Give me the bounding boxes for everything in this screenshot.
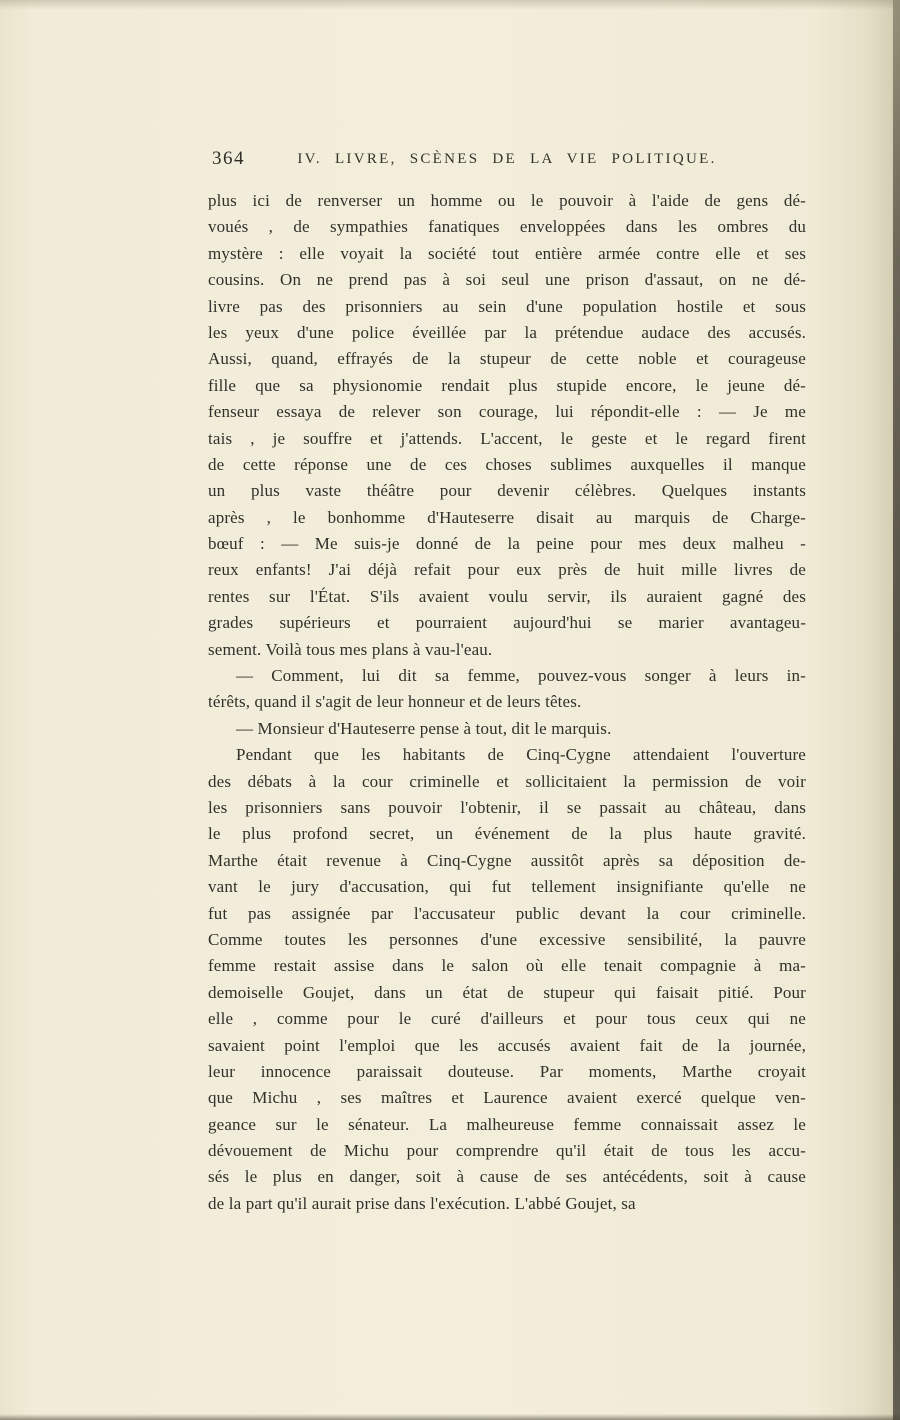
text-line: cousins. On ne prend pas à soi seul une prison d'assaut, on ne dé-	[208, 270, 806, 290]
paragraph	[208, 188, 806, 663]
text-line: que Michu , ses maîtres et Laurence avaient exercé quelque ven-	[208, 1088, 806, 1108]
paragraph	[208, 716, 806, 742]
text-line: Marthe était revenue à Cinq-Cygne aussitôt après sa déposition de-	[208, 850, 806, 870]
text-line: fenseur essaya de relever son courage, lui répondit-elle : — Je me	[208, 402, 806, 422]
scan-bottom-edge-shadow	[0, 1414, 900, 1420]
running-title: IV. LIVRE, SCÈNES DE LA VIE POLITIQUE.	[297, 151, 717, 167]
text-line: de cette réponse une de ces choses sublimes auxquelles il manque	[208, 454, 806, 474]
text-line: térêts, quand il s'agit de leur honneur et de leurs têtes.	[208, 692, 582, 712]
text-line: geance sur le sénateur. La malheureuse femme connaissait assez le	[208, 1114, 806, 1134]
text-line: — Monsieur d'Hauteserre pense à tout, dit le marquis.	[236, 718, 612, 738]
text-line: un plus vaste théâtre pour devenir célèbres. Quelques instants	[208, 481, 806, 501]
text-line: rentes sur l'État. S'ils avaient voulu servir, ils auraient gagné des	[208, 586, 806, 606]
text-line: le plus profond secret, un événement de la plus haute gravité.	[208, 824, 806, 844]
text-line: fille que sa physionomie rendait plus stupide encore, le jeune dé-	[208, 375, 806, 395]
scan-right-edge-shadow	[893, 0, 900, 1420]
text-line: — Comment, lui dit sa femme, pouvez-vous songer à leurs in-	[236, 666, 806, 686]
text-line: Pendant que les habitants de Cinq-Cygne attendaient l'ouverture	[236, 745, 806, 765]
text-line: Comme toutes les personnes d'une excessive sensibilité, la pauvre	[208, 929, 806, 949]
page-number: 364	[212, 148, 245, 169]
text-line: demoiselle Goujet, dans un état de stupeur qui faisait pitié. Pour	[208, 982, 806, 1002]
text-line: des débats à la cour criminelle et sollicitaient la permission de voir	[208, 771, 806, 791]
text-line: de la part qu'il aurait prise dans l'exécution. L'abbé Goujet, sa	[208, 1193, 636, 1213]
paragraph	[208, 663, 806, 716]
text-line: livre pas des prisonniers au sein d'une population hostile et sous	[208, 296, 806, 316]
text-line: tais , je souffre et j'attends. L'accent, le geste et le regard firent	[208, 428, 806, 448]
text-line: plus ici de renverser un homme ou le pouvoir à l'aide de gens dé-	[208, 191, 806, 210]
text-line: savaient point l'emploi que les accusés avaient fait de la journée,	[208, 1035, 806, 1055]
text-line: reux enfants! J'ai déjà refait pour eux près de huit mille livres de	[208, 560, 806, 580]
text-line: leur innocence paraissait douteuse. Par moments, Marthe croyait	[208, 1061, 806, 1081]
paragraph	[208, 742, 806, 1217]
text-line: voués , de sympathies fanatiques enveloppées dans les ombres du	[208, 217, 806, 237]
text-line: sés le plus en danger, soit à cause de ses antécédents, soit à cause	[208, 1167, 806, 1187]
text-line: sement. Voilà tous mes plans à vau-l'eau.	[208, 639, 493, 659]
text-line: vant le jury d'accusation, qui fut tellement insignifiante qu'elle ne	[208, 877, 806, 897]
text-line: femme restait assise dans le salon où elle tenait compagnie à ma-	[208, 956, 806, 976]
page-header	[208, 146, 806, 180]
text-line: Aussi, quand, effrayés de la stupeur de cette noble et courageuse	[208, 349, 806, 369]
text-line: dévouement de Michu pour comprendre qu'il était de tous les accu-	[208, 1141, 806, 1161]
text-line: mystère : elle voyait la société tout entière armée contre elle et ses	[208, 243, 806, 263]
page-content	[208, 146, 806, 1217]
text-line: bœuf : — Me suis-je donné de la peine pour mes deux malheu -	[208, 534, 806, 554]
text-line: fut pas assignée par l'accusateur public devant la cour criminelle.	[208, 903, 806, 923]
text-line: elle , comme pour le curé d'ailleurs et pour tous ceux qui ne	[208, 1009, 806, 1029]
text-line: grades supérieurs et pourraient aujourd'hui se marier avantageu-	[208, 613, 806, 633]
text-block	[208, 188, 806, 1217]
text-line: après , le bonhomme d'Hauteserre disait au marquis de Charge-	[208, 507, 806, 527]
text-line: les yeux d'une police éveillée par la prétendue audace des accusés.	[208, 322, 806, 342]
text-line: les prisonniers sans pouvoir l'obtenir, il se passait au château, dans	[208, 797, 806, 817]
